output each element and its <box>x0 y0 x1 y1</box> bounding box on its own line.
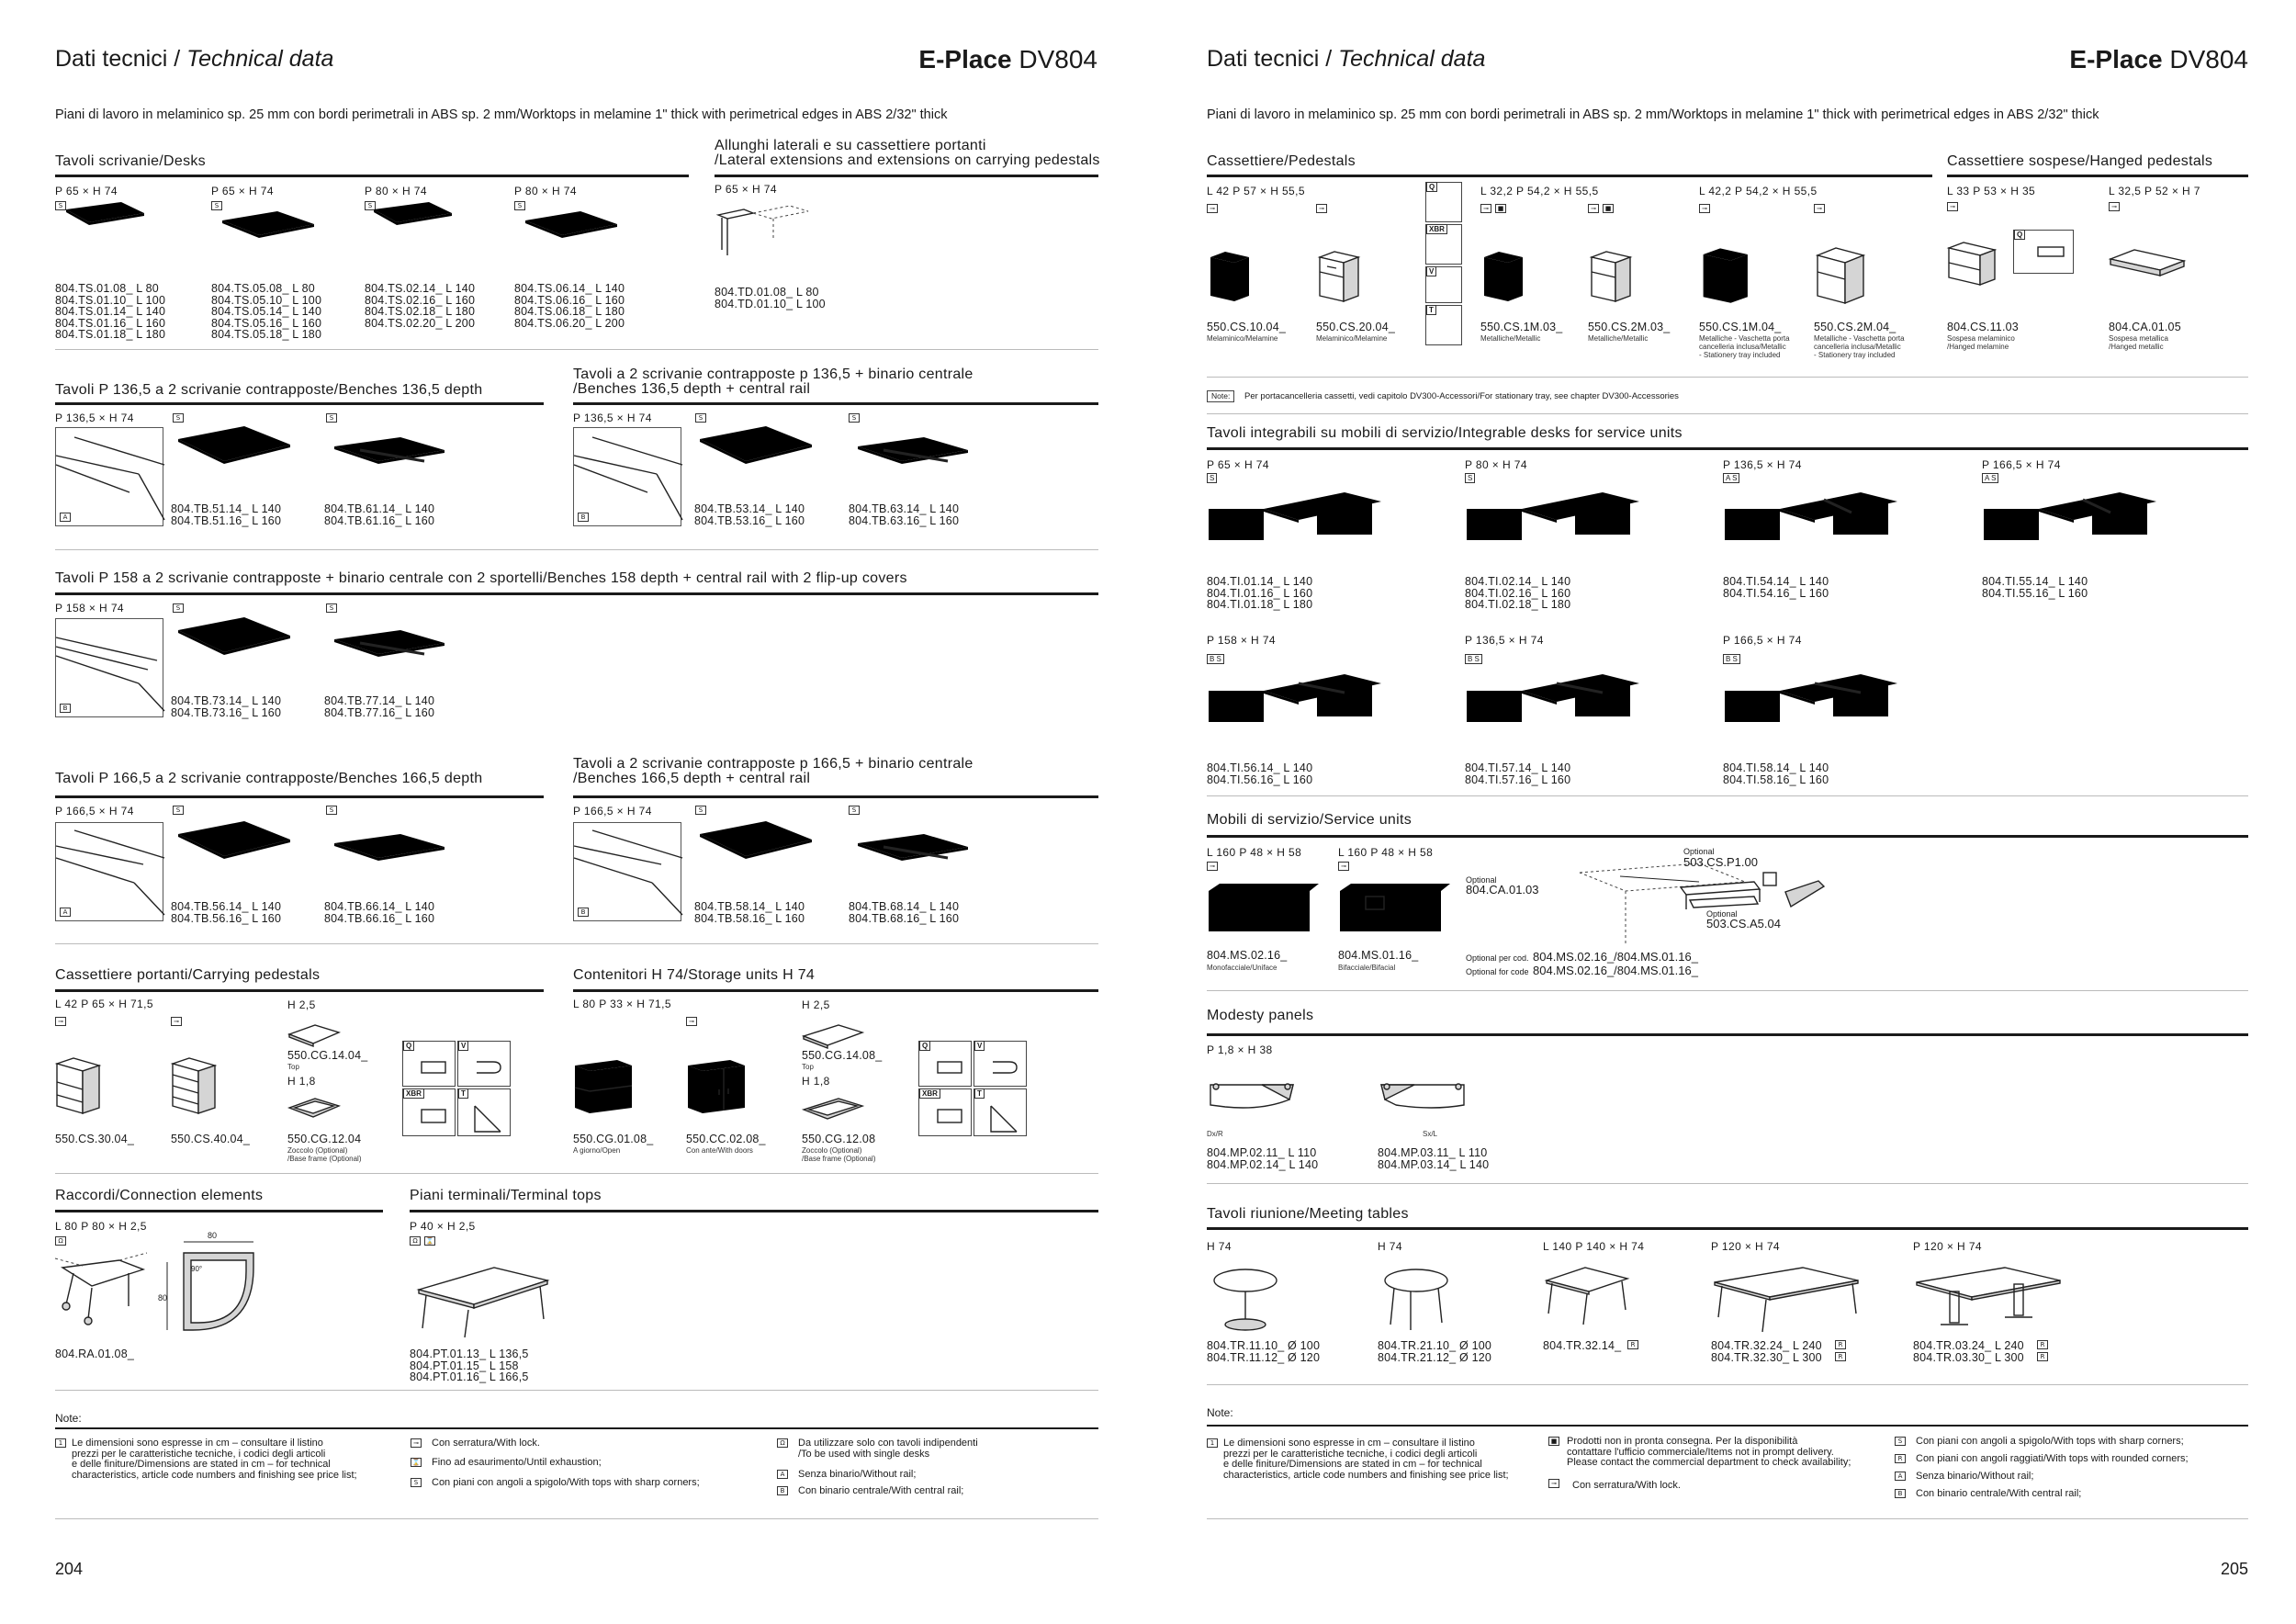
storage-code-top-sub: Top <box>802 1063 814 1071</box>
hanged-metallic-illustration <box>2109 246 2191 283</box>
storage-code-base: 550.CG.12.08 <box>802 1133 876 1145</box>
carry-code-1: 550.CS.30.04_ <box>55 1133 134 1145</box>
sharp-corner-badge: S <box>695 413 706 423</box>
term-title: Piani terminali/Terminal tops <box>410 1188 602 1203</box>
opt-label-1: Optional <box>1466 875 1497 885</box>
pedestal-metal-2-illustration <box>1588 248 1643 312</box>
exhaustion-icon: ⌛ <box>411 1459 421 1466</box>
sharp-corner-badge: S <box>514 201 525 210</box>
integ-badges-1: S <box>1207 473 1217 483</box>
integ-codes-4: 804.TI.55.14_ L 140 804.TI.55.16_ L 160 <box>1982 575 2088 600</box>
bench136r-plan: B <box>573 427 681 526</box>
note-7: Con binario centrale/With central rail; <box>1916 1488 2082 1499</box>
integ-dim-7: P 166,5 × H 74 <box>1723 634 1802 647</box>
serv-code-2-sub: Bifacciale/Bifacial <box>1338 964 1396 972</box>
desk3-illustration <box>365 198 466 263</box>
sharp-corner-badge: S <box>849 806 860 815</box>
sharp-corner-badge: S <box>365 201 376 210</box>
brand-title: E-Place DV804 <box>2069 45 2248 73</box>
terminal-top-illustration <box>410 1258 557 1341</box>
storage-dim: L 80 P 33 × H 71,5 <box>573 998 671 1010</box>
bench136r-dim: P 136,5 × H 74 <box>573 412 652 424</box>
extension-illustration <box>716 202 817 266</box>
lock-badge: ⊸ <box>1699 204 1710 213</box>
integ-codes-5: 804.TI.56.14_ L 140 804.TI.56.16_ L 160 <box>1207 761 1313 786</box>
note-3: Fino ad esaurimento/Until exhaustion; <box>432 1457 602 1468</box>
pedestal-tray-illustration <box>1699 244 1758 312</box>
hang-dim-2: L 32,5 P 52 × H 7 <box>2109 185 2200 197</box>
prompt-delivery-badge: ■ <box>1495 204 1506 213</box>
pedestal-melamine-2-illustration <box>1316 248 1371 312</box>
bench158-codes-2: 804.TB.77.14_ L 140 804.TB.77.16_ L 160 <box>324 694 435 719</box>
ped-code-3: 550.CS.1M.03_ <box>1480 321 1563 333</box>
integ-badges-7: B S <box>1723 654 1740 664</box>
meet-codes-5: 804.TR.03.24_ L 240 804.TR.03.30_ L 300 <box>1913 1339 2024 1364</box>
service-title: Mobili di servizio/Service units <box>1207 812 1412 828</box>
ped-code-3-sub: Metalliche/Metallic <box>1480 334 1541 343</box>
meeting-rect-legs-illustration <box>1711 1264 1867 1337</box>
sharp-corner-badge: S <box>211 201 222 210</box>
lock-badge: ⊸ <box>1207 862 1218 871</box>
bench136-title: Tavoli P 136,5 a 2 scrivanie contrapposte/Benches 136,5 depth <box>55 382 483 398</box>
bench158-dim: P 158 × H 74 <box>55 602 124 615</box>
prompt-delivery-icon: ■ <box>1548 1437 1559 1446</box>
serv-code-1: 804.MS.02.16_ <box>1207 949 1288 962</box>
storage-code-1-sub: A giorno/Open <box>573 1146 621 1155</box>
ped-dim-3: L 42,2 P 54,2 × H 55,5 <box>1699 185 1818 197</box>
hang-code-2-sub: Sospesa metallica /Hanged metallic <box>2109 334 2168 351</box>
bench136-dim: P 136,5 × H 74 <box>55 412 134 424</box>
hanged-melamine-illustration <box>1947 241 2002 292</box>
bench166-codes-1: 804.TB.56.14_ L 140 804.TB.56.16_ L 160 <box>171 900 282 925</box>
bench136r-title: Tavoli a 2 scrivanie contrapposte p 136,5 + binario centrale /Benches 136,5 depth + central rail <box>573 367 974 397</box>
bench166r-codes-1: 804.TB.58.14_ L 140 804.TB.58.16_ L 160 <box>694 900 805 925</box>
bench158-illustration-2 <box>323 626 452 691</box>
bench166r-dim: P 166,5 × H 74 <box>573 805 652 818</box>
conn-dim: L 80 P 80 × H 2,5 <box>55 1220 147 1233</box>
integ-illustration-6 <box>1465 669 1649 751</box>
term-dim: P 40 × H 2,5 <box>410 1220 476 1233</box>
storage-h2: H 1,8 <box>802 1075 830 1088</box>
meet-dim-5: P 120 × H 74 <box>1913 1240 1982 1253</box>
conn-title: Raccordi/Connection elements <box>55 1188 264 1203</box>
bench166-codes-2: 804.TB.66.14_ L 140 804.TB.66.16_ L 160 <box>324 900 435 925</box>
desk4-dim: P 80 × H 74 <box>514 185 577 197</box>
meet-dim-1: H 74 <box>1207 1240 1232 1253</box>
carry-h1: H 2,5 <box>287 998 316 1011</box>
pedestal-note-tag: Note: <box>1207 390 1234 402</box>
carry-code-top: 550.CG.14.04_ <box>287 1049 368 1062</box>
bench136-illustration-2 <box>323 434 452 498</box>
ped-dim-2: L 32,2 P 54,2 × H 55,5 <box>1480 185 1599 197</box>
note-2: Con serratura/With lock. <box>432 1438 540 1449</box>
integ-badges-3: A S <box>1723 473 1739 483</box>
integ-badges-6: B S <box>1465 654 1482 664</box>
ped-dim-1: L 42 P 57 × H 55,5 <box>1207 185 1305 197</box>
integ-codes-7: 804.TI.58.14_ L 140 804.TI.58.16_ L 160 <box>1723 761 1829 786</box>
storage-code-1: 550.CG.01.08_ <box>573 1133 654 1145</box>
ped-code-2: 550.CS.20.04_ <box>1316 321 1395 333</box>
bench166r-illustration-2 <box>847 830 975 895</box>
desk3-dim: P 80 × H 74 <box>365 185 427 197</box>
header-title: Dati tecnici / Technical data <box>1207 46 1486 72</box>
sharp-corner-badge: S <box>326 603 337 613</box>
ext-codes: 804.TD.01.08_ L 80 804.TD.01.10_ L 100 <box>715 286 826 310</box>
svg-text:80: 80 <box>208 1231 218 1240</box>
integ-illustration-5 <box>1207 669 1390 751</box>
doors-storage-illustration <box>684 1058 750 1121</box>
lock-badge: ⊸ <box>1588 204 1599 213</box>
note-3: Con serratura/With lock. <box>1572 1480 1681 1491</box>
integ-illustration-4 <box>1982 487 2166 570</box>
bench166-illustration-1 <box>171 819 299 902</box>
lock-icon: ⊸ <box>1548 1479 1559 1488</box>
bench166-plan: A <box>55 822 163 921</box>
hanged-title: Cassettiere sospese/Hanged pedestals <box>1947 153 2213 169</box>
carry-title: Cassettiere portanti/Carrying pedestals <box>55 967 321 983</box>
note-label: Note: <box>1207 1406 1233 1419</box>
desk4-illustration <box>516 208 626 263</box>
modesty-title: Modesty panels <box>1207 1008 1314 1023</box>
rounded-corner-icon: R <box>1895 1454 1906 1463</box>
integ-illustration-3 <box>1723 487 1907 570</box>
serv-code-1-sub: Monofacciale/Uniface <box>1207 964 1277 972</box>
bench136-illustration-1 <box>171 424 299 507</box>
lock-badge: ⊸ <box>1480 204 1491 213</box>
integ-codes-2: 804.TI.02.14_ L 140 804.TI.02.16_ L 160 804.TI.02.18_ L 180 <box>1465 575 1571 611</box>
bench166-title: Tavoli P 166,5 a 2 scrivanie contrapposte/Benches 166,5 depth <box>55 771 483 786</box>
header-title: Dati tecnici / Technical data <box>55 46 334 72</box>
ext-dim: P 65 × H 74 <box>715 183 777 196</box>
storage-code-2-sub: Con ante/With doors <box>686 1146 753 1155</box>
desk3-codes: 804.TS.02.14_ L 140 804.TS.02.16_ L 160 804.TS.02.18_ L 180 804.TS.02.20_ L 200 <box>365 282 476 330</box>
ped-finish-column: Q XBR V T <box>1425 182 1462 345</box>
ped-code-4-sub: Metalliche/Metallic <box>1588 334 1649 343</box>
intro-text: Piani di lavoro in melaminico sp. 25 mm con bordi perimetrali in ABS sp. 2 mm/Worktops in melamine 1" thick with perimetrical edges in ABS 2/32" thick <box>1207 107 2099 122</box>
serv-code-2: 804.MS.01.16_ <box>1338 949 1419 962</box>
integ-illustration-1 <box>1207 487 1390 570</box>
note-6: Senza binario/Without rail; <box>1916 1471 2034 1482</box>
meeting-title: Tavoli riunione/Meeting tables <box>1207 1206 1409 1222</box>
hang-dim-1: L 33 P 53 × H 35 <box>1947 185 2036 197</box>
lock-badge: ⊸ <box>1207 204 1218 213</box>
bench136-codes-2: 804.TB.61.14_ L 140 804.TB.61.16_ L 160 <box>324 502 435 527</box>
svg-text:90°: 90° <box>191 1265 203 1273</box>
service-uniface-illustration <box>1207 882 1326 937</box>
meet-dim-4: P 120 × H 74 <box>1711 1240 1780 1253</box>
opt-for-code-2: Optional for code 804.MS.02.16_/804.MS.01.16_ <box>1466 964 1698 977</box>
rounded-corner-badge: R <box>1835 1352 1846 1361</box>
bench166r-title: Tavoli a 2 scrivanie contrapposte p 166,5 + binario centrale /Benches 166,5 depth + central rail <box>573 756 974 786</box>
integ-badges-5: B S <box>1207 654 1224 664</box>
right-page <box>1148 0 2296 1624</box>
sharp-corner-badge: S <box>55 201 66 210</box>
carry-code-base: 550.CG.12.04 <box>287 1133 362 1145</box>
meeting-round-pedestal-illustration <box>1207 1266 1289 1339</box>
desk1-illustration <box>57 198 158 263</box>
bench158-illustration-1 <box>171 615 299 698</box>
storage-code-2: 550.CC.02.08_ <box>686 1133 766 1145</box>
service-bifacial-illustration <box>1338 882 1458 937</box>
modesty-right-illustration <box>1207 1079 1308 1116</box>
integ-illustration-7 <box>1723 669 1907 751</box>
sharp-corner-badge: S <box>695 806 706 815</box>
base-frame-illustration <box>287 1095 343 1128</box>
bench136r-codes-1: 804.TB.53.14_ L 140 804.TB.53.16_ L 160 <box>694 502 805 527</box>
bench136-codes-1: 804.TB.51.14_ L 140 804.TB.51.16_ L 160 <box>171 502 282 527</box>
bench158-plan: B <box>55 618 163 717</box>
ped-code-4: 550.CS.2M.03_ <box>1588 321 1671 333</box>
single-desk-badge: Ω <box>410 1236 421 1246</box>
bench158-title: Tavoli P 158 a 2 scrivanie contrapposte + binario centrale con 2 sportelli/Benches 158 depth + central rail with 2 flip-up covers <box>55 570 907 586</box>
integ-illustration-2 <box>1465 487 1649 570</box>
desk2-dim: P 65 × H 74 <box>211 185 274 197</box>
prompt-delivery-badge: ■ <box>1603 204 1614 213</box>
note-1-icon: 1 <box>55 1438 66 1448</box>
bench136-plan: A <box>55 427 163 526</box>
lock-badge: ⊸ <box>686 1017 697 1026</box>
bench136r-codes-2: 804.TB.63.14_ L 140 804.TB.63.16_ L 160 <box>849 502 960 527</box>
note-5: Con piani con angoli raggiati/With tops with rounded corners; <box>1916 1453 2189 1464</box>
ped-code-5-sub: Metalliche - Vaschetta porta cancelleria inclusa/Metallic - Stationery tray included <box>1699 334 1790 359</box>
bench166r-plan: B <box>573 822 681 921</box>
lock-badge: ⊸ <box>1338 862 1349 871</box>
rounded-corner-badge: R <box>1835 1340 1846 1349</box>
modesty-right-label: Dx/R <box>1207 1130 1223 1138</box>
integ-badges-4: A S <box>1982 473 1998 483</box>
opt-code-1: 804.CA.01.03 <box>1466 883 1539 897</box>
integ-dim-3: P 136,5 × H 74 <box>1723 458 1802 471</box>
integ-codes-3: 804.TI.54.14_ L 140 804.TI.54.16_ L 160 <box>1723 575 1829 600</box>
ped-code-5: 550.CS.1M.04_ <box>1699 321 1782 333</box>
sharp-corner-badge: S <box>173 413 184 423</box>
integ-dim-4: P 166,5 × H 74 <box>1982 458 2061 471</box>
pedestal-melamine-illustration <box>1207 248 1262 312</box>
rounded-corner-badge: R <box>2037 1352 2048 1361</box>
lock-badge: ⊸ <box>1316 204 1327 213</box>
sharp-corner-badge: S <box>326 413 337 423</box>
bench166-illustration-2 <box>323 830 452 895</box>
bench166-dim: P 166,5 × H 74 <box>55 805 134 818</box>
pedestal-tray-2-illustration <box>1814 244 1873 312</box>
integ-codes-6: 804.TI.57.14_ L 140 804.TI.57.16_ L 160 <box>1465 761 1571 786</box>
opt-for-code-1: Optional per cod. 804.MS.02.16_/804.MS.01.16_ <box>1466 950 1698 964</box>
single-desk-badge: Ω <box>55 1236 66 1246</box>
carry-code-base-sub: Zoccolo (Optional) /Base frame (Optional) <box>287 1146 362 1163</box>
modesty-codes-right: 804.MP.02.11_ L 110 804.MP.02.14_ L 140 <box>1207 1146 1319 1171</box>
carry-dim: L 42 P 65 × H 71,5 <box>55 998 153 1010</box>
meeting-rect-base-illustration <box>1913 1264 2069 1337</box>
bench166r-illustration-1 <box>692 819 821 902</box>
note-4: Con piani con angoli a spigolo/With tops with sharp corners; <box>432 1477 700 1488</box>
note-1: Le dimensioni sono espresse in cm – consultare il listino prezzi per le caratteristiche tecniche, i codici degli articoli e delle finiture/Dimensions are stated in cm – for technical characteristics, article code numbers and finishing see price list; <box>1223 1438 1509 1481</box>
note-7: Con binario centrale/With central rail; <box>798 1485 964 1496</box>
svg-text:80: 80 <box>158 1293 168 1303</box>
storage-base-illustration <box>802 1095 866 1128</box>
lock-badge: ⊸ <box>55 1017 66 1026</box>
desk4-codes: 804.TS.06.14_ L 140 804.TS.06.16_ L 160 804.TS.06.18_ L 180 804.TS.06.20_ L 200 <box>514 282 625 330</box>
integ-dim-1: P 65 × H 74 <box>1207 458 1269 471</box>
meet-codes-4: 804.TR.32.24_ L 240 804.TR.32.30_ L 300 <box>1711 1339 1822 1364</box>
note-2: Prodotti non in pronta consegna. Per la disponibilità contattare l'ufficio commerciale/Items not in prompt delivery. Please contact the commercial department to check availability; <box>1567 1436 1851 1468</box>
integ-dim-6: P 136,5 × H 74 <box>1465 634 1544 647</box>
integ-dim-2: P 80 × H 74 <box>1465 458 1527 471</box>
desk2-illustration <box>213 208 323 263</box>
modesty-left-label: Sx/L <box>1423 1130 1438 1138</box>
connection-plan-diagram <box>158 1231 268 1341</box>
sharp-corner-badge: S <box>173 806 184 815</box>
modesty-left-illustration <box>1378 1079 1479 1116</box>
rounded-corner-badge: R <box>2037 1340 2048 1349</box>
serv-dim-1: L 160 P 48 × H 58 <box>1207 846 1302 859</box>
hang-finish-inset: Q <box>2013 230 2074 274</box>
ped-code-1-sub: Melaminico/Melamine <box>1207 334 1278 343</box>
opt-label-3: Optional <box>1706 909 1738 919</box>
storage-h1: H 2,5 <box>802 998 830 1011</box>
page-number: 204 <box>55 1560 84 1578</box>
integrable-title: Tavoli integrabili su mobili di servizio/Integrable desks for service units <box>1207 425 1683 441</box>
desks-title: Tavoli scrivanie/Desks <box>55 153 206 169</box>
ped-code-1: 550.CS.10.04_ <box>1207 321 1286 333</box>
opt-label-2: Optional <box>1683 847 1715 856</box>
pedestal-4drawer-illustration <box>169 1054 224 1121</box>
meeting-square-illustration <box>1543 1264 1635 1337</box>
bench166r-codes-2: 804.TB.68.14_ L 140 804.TB.68.16_ L 160 <box>849 900 960 925</box>
meeting-round-legs-illustration <box>1378 1266 1460 1339</box>
serv-dim-2: L 160 P 48 × H 58 <box>1338 846 1434 859</box>
bench136r-illustration-1 <box>692 424 821 507</box>
connection-illustration <box>55 1249 156 1332</box>
bench158-codes-1: 804.TB.73.14_ L 140 804.TB.73.16_ L 160 <box>171 694 282 719</box>
without-rail-icon: A <box>1895 1472 1906 1481</box>
storage-finish-grid: Q V XBR T <box>918 1041 1027 1136</box>
opt-code-3: 503.CS.A5.04 <box>1706 917 1781 930</box>
storage-title: Contenitori H 74/Storage units H 74 <box>573 967 816 983</box>
carry-code-2: 550.CS.40.04_ <box>171 1133 250 1145</box>
desk1-dim: P 65 × H 74 <box>55 185 118 197</box>
open-storage-illustration <box>571 1058 637 1121</box>
bench136r-illustration-2 <box>847 434 975 498</box>
storage-code-top: 550.CG.14.08_ <box>802 1049 883 1062</box>
lock-icon: ⊸ <box>411 1438 422 1448</box>
desk1-codes: 804.TS.01.08_ L 80 804.TS.01.10_ L 100 804.TS.01.14_ L 140 804.TS.01.16_ L 160 804.TS.01.18_ L 180 <box>55 282 166 341</box>
sharp-corner-badge: S <box>326 806 337 815</box>
note-1: Le dimensioni sono espresse in cm – consultare il listino prezzi per le caratteristiche tecniche, i codici degli articoli e delle finiture/Dimensions are stated in cm – for technical characteristics, article code numbers and finishing see price list; <box>72 1438 357 1481</box>
carry-finish-grid: Q V XBR T <box>402 1041 511 1136</box>
meet-codes-1: 804.TR.11.10_ Ø 100 804.TR.11.12_ Ø 120 <box>1207 1339 1321 1364</box>
ext-title: Allunghi laterali e su cassettiere portanti /Lateral extensions and extensions on carrying pedestals <box>715 138 1100 168</box>
modesty-codes-left: 804.MP.03.11_ L 110 804.MP.03.14_ L 140 <box>1378 1146 1490 1171</box>
meet-dim-3: L 140 P 140 × H 74 <box>1543 1240 1645 1253</box>
sharp-corner-icon: S <box>411 1478 422 1487</box>
carry-code-top-sub: Top <box>287 1063 299 1071</box>
central-rail-icon: B <box>1895 1489 1906 1498</box>
page-number: 205 <box>2220 1560 2248 1578</box>
rounded-corner-badge: R <box>1627 1340 1638 1349</box>
meet-codes-2: 804.TR.21.10_ Ø 100 804.TR.21.12_ Ø 120 <box>1378 1339 1492 1364</box>
central-rail-icon: B <box>777 1486 788 1495</box>
single-desk-icon: Ω <box>777 1438 788 1448</box>
lock-badge: ⊸ <box>171 1017 182 1026</box>
pedestal-metal-illustration <box>1480 248 1536 312</box>
hang-code-2: 804.CA.01.05 <box>2109 321 2181 333</box>
pedestal-illustration <box>53 1054 108 1121</box>
without-rail-icon: A <box>777 1470 788 1479</box>
until-exhaustion-badge: ⌛ <box>425 1237 434 1245</box>
ped-code-2-sub: Melaminico/Melamine <box>1316 334 1388 343</box>
note-4: Con piani con angoli a spigolo/With tops with sharp corners; <box>1916 1436 2184 1447</box>
ped-code-6: 550.CS.2M.04_ <box>1814 321 1896 333</box>
sharp-corner-icon: S <box>1895 1437 1906 1446</box>
carry-h2: H 1,8 <box>287 1075 316 1088</box>
opt-code-2: 503.CS.P1.00 <box>1683 855 1758 869</box>
note-6: Senza binario/Without rail; <box>798 1469 917 1480</box>
storage-code-base-sub: Zoccolo (Optional) /Base frame (Optional) <box>802 1146 876 1163</box>
integ-badges-2: S <box>1465 473 1475 483</box>
lock-badge: ⊸ <box>1814 204 1825 213</box>
hang-code-1: 804.CS.11.03 <box>1947 321 2019 333</box>
sharp-corner-badge: S <box>849 413 860 423</box>
integ-dim-5: P 158 × H 74 <box>1207 634 1276 647</box>
conn-code: 804.RA.01.08_ <box>55 1348 134 1360</box>
tray-illustration <box>1782 877 1828 914</box>
note-label: Note: <box>55 1412 82 1425</box>
ped-code-6-sub: Metalliche - Vaschetta porta cancelleria inclusa/Metallic - Stationery tray included <box>1814 334 1905 359</box>
pedestal-note: Per portacancelleria cassetti, vedi capitolo DV300-Accessori/For stationary tray, see chapter DV300-Accessories <box>1244 391 1679 401</box>
meet-dim-2: H 74 <box>1378 1240 1402 1253</box>
intro-text: Piani di lavoro in melaminico sp. 25 mm con bordi perimetrali in ABS sp. 2 mm/Worktops in melamine 1" thick with perimetrical edges in ABS 2/32" thick <box>55 107 948 122</box>
note-1-icon: 1 <box>1207 1438 1218 1448</box>
note-5: Da utilizzare solo con tavoli indipendenti /To be used with single desks <box>798 1438 978 1460</box>
service-options-illustration <box>1561 854 1782 955</box>
hang-code-1-sub: Sospesa melaminico /Hanged melamine <box>1947 334 2015 351</box>
lock-badge: ⊸ <box>2109 202 2120 211</box>
sharp-corner-badge: S <box>173 603 184 613</box>
integ-codes-1: 804.TI.01.14_ L 140 804.TI.01.16_ L 160 804.TI.01.18_ L 180 <box>1207 575 1313 611</box>
modesty-dim: P 1,8 × H 38 <box>1207 1043 1273 1056</box>
meet-codes-3: 804.TR.32.14_ <box>1543 1339 1622 1352</box>
term-codes: 804.PT.01.13_ L 136,5 804.PT.01.15_ L 158 804.PT.01.16_ L 166,5 <box>410 1348 529 1383</box>
brand-title: E-Place DV804 <box>918 45 1097 73</box>
pedestals-title: Cassettiere/Pedestals <box>1207 153 1356 169</box>
lock-badge: ⊸ <box>1947 202 1958 211</box>
desk2-codes: 804.TS.05.08_ L 80 804.TS.05.10_ L 100 804.TS.05.14_ L 140 804.TS.05.16_ L 160 804.TS.05.18_ L 180 <box>211 282 322 341</box>
